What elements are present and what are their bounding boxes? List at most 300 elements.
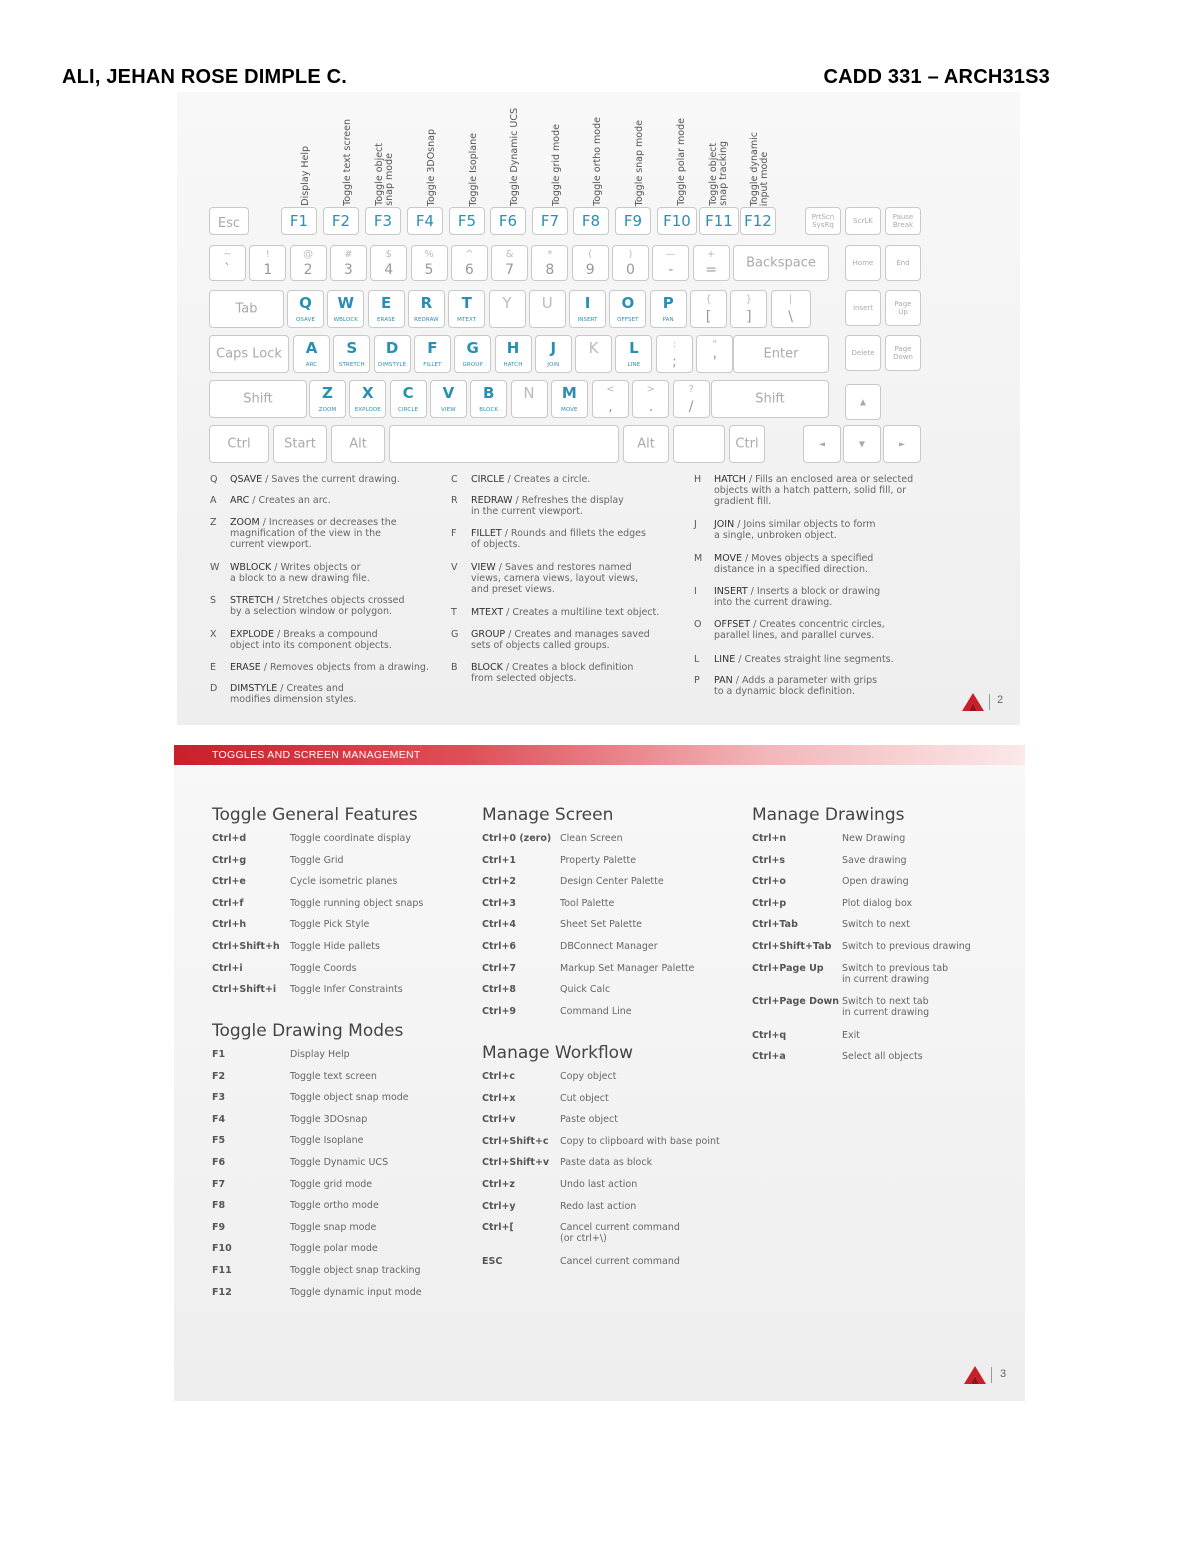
key-letter: K	[588, 339, 599, 357]
key-k[interactable]	[575, 335, 612, 373]
sys-key-pause-break[interactable]	[885, 207, 921, 235]
arrow-down-key[interactable]	[843, 425, 881, 463]
key-letter: R	[420, 294, 433, 312]
shortcut-keys: F1	[212, 1049, 226, 1060]
shortcut-action: Toggle Dynamic UCS	[290, 1157, 389, 1168]
key-a[interactable]	[293, 335, 330, 373]
fkey-caption-text: Toggle text screen	[342, 119, 353, 206]
digit-key-sym[interactable]	[652, 245, 689, 281]
spacebar-key[interactable]	[389, 425, 619, 463]
key-char: ;	[672, 354, 677, 370]
desc-command-name: BLOCK	[471, 662, 503, 673]
fkey-caption-text: Toggle 3DOsnap	[426, 128, 437, 206]
key-h[interactable]	[495, 335, 532, 373]
desc-text	[714, 619, 934, 641]
key-char: 2	[303, 262, 313, 278]
key-i[interactable]	[569, 290, 606, 328]
shortcut-keys: Ctrl+Tab	[752, 919, 798, 931]
shortcut-desc-g	[451, 629, 691, 651]
shortcut-row	[212, 1049, 462, 1060]
key-shift-char: )	[628, 249, 633, 260]
shortcut-keys: Ctrl+3	[482, 897, 517, 909]
logo-divider	[989, 694, 990, 710]
desc-command-name: JOIN	[714, 519, 735, 530]
digit-key-7[interactable]	[491, 245, 528, 281]
sys-key-prtscn-sysrq[interactable]	[805, 207, 841, 235]
shortcut-keys: Ctrl+7	[482, 962, 517, 974]
shortcut-row	[212, 855, 462, 866]
digit-key-9[interactable]	[572, 245, 609, 281]
shortcut-keys: Ctrl+Page Up	[752, 962, 824, 974]
shortcut-row	[752, 1051, 1002, 1062]
shortcut-desc-v	[451, 562, 691, 595]
shortcut-keys: Ctrl+o	[752, 876, 786, 888]
key-g[interactable]	[454, 335, 491, 373]
key-o[interactable]	[609, 290, 646, 328]
shortcut-action: Switch to next tab in current drawing	[842, 996, 930, 1019]
shortcut-row	[482, 855, 732, 866]
key-d[interactable]	[374, 335, 411, 373]
key-shift-char: (	[588, 249, 593, 260]
shortcut-action: Cancel current command	[560, 1255, 680, 1267]
shortcut-desc-x	[210, 629, 440, 651]
shortcut-keys: F11	[212, 1265, 232, 1276]
shortcut-desc-w	[210, 562, 440, 584]
shortcut-desc-c	[451, 474, 691, 485]
desc-command-name: WBLOCK	[230, 562, 272, 573]
shortcut-action: Toggle object snap mode	[290, 1092, 409, 1104]
shortcut-keys: F6	[212, 1157, 226, 1168]
desc-text	[714, 474, 934, 507]
key-char: '	[712, 354, 717, 370]
toggles-screen-management-page	[174, 745, 1025, 1401]
shortcut-action: Plot dialog box	[842, 897, 913, 909]
key-char: \	[788, 309, 793, 325]
key-command: JOIN	[547, 362, 560, 368]
fkey-caption-text: Display Help	[300, 146, 311, 206]
desc-text	[230, 474, 440, 485]
shortcut-desc-l	[694, 654, 934, 665]
digit-key-sym[interactable]	[693, 245, 730, 281]
shortcut-row	[212, 876, 462, 887]
key-punct-2[interactable]	[696, 335, 733, 373]
key-command: DIMSTYLE	[378, 362, 407, 368]
sys-key-label: Pause Break	[892, 213, 914, 229]
key-letter: X	[362, 384, 374, 402]
desc-command-name: STRETCH	[230, 595, 274, 606]
caps-lock-key[interactable]	[209, 335, 289, 373]
desc-command-detail: / Removes objects from a drawing.	[260, 662, 429, 673]
fkey-label: F8	[581, 212, 601, 230]
shortcut-action: Toggle Infer Constraints	[290, 984, 403, 996]
shortcut-action: Switch to previous tab in current drawing	[842, 962, 949, 985]
key-t[interactable]	[448, 290, 485, 328]
key-shift-char: %	[424, 249, 434, 260]
sys-key-label: ScrLK	[853, 217, 873, 225]
key-w[interactable]	[327, 290, 364, 328]
key-char: ]	[746, 309, 752, 325]
digit-key-5[interactable]	[411, 245, 448, 281]
shift-label: Shift	[243, 391, 273, 407]
desc-key-letter: O	[694, 619, 702, 630]
key-sym-3[interactable]	[673, 380, 710, 418]
desc-command-detail: / Saves the current drawing.	[262, 474, 400, 485]
desc-command-name: ARC	[230, 495, 250, 506]
desc-text	[230, 495, 440, 506]
shortcut-row	[212, 1287, 462, 1298]
backspace-label: Backspace	[746, 255, 816, 271]
desc-text	[471, 562, 691, 595]
fkey-caption-1	[287, 98, 311, 206]
desc-key-letter: Q	[210, 474, 218, 485]
desc-text	[714, 519, 934, 541]
key-command: EXPLODE	[354, 407, 381, 413]
key-sym[interactable]	[730, 290, 767, 328]
shortcut-action: DBConnect Manager	[560, 941, 658, 952]
tab-label: Tab	[235, 301, 258, 317]
key-char: 6	[464, 262, 474, 278]
shortcut-keys: F8	[212, 1200, 226, 1212]
desc-text	[230, 595, 440, 617]
arrow-up-key[interactable]	[845, 384, 881, 420]
nav-key-page-up[interactable]	[885, 290, 921, 326]
key-z[interactable]	[309, 380, 346, 418]
shortcut-action: Markup Set Manager Palette	[560, 962, 695, 974]
shortcut-action: Toggle Coords	[290, 962, 357, 974]
desc-text	[230, 562, 440, 584]
autodesk-logo-icon	[961, 692, 985, 712]
shortcut-row	[752, 941, 1002, 952]
key-shift-char: ~	[223, 249, 232, 260]
shortcut-row	[482, 1222, 732, 1244]
desc-key-letter: V	[451, 562, 458, 573]
fkey-2[interactable]	[323, 207, 359, 235]
fkey-9[interactable]	[615, 207, 651, 235]
shortcut-keys: Ctrl+i	[212, 962, 243, 974]
shortcut-row	[482, 919, 732, 930]
nav-key-insert[interactable]	[845, 290, 881, 326]
sys-key-label: PrtScn SysRq	[811, 213, 835, 229]
shortcut-action: Toggle Hide pallets	[290, 941, 380, 952]
shortcut-row	[212, 1157, 462, 1168]
key-command: QSAVE	[295, 317, 316, 323]
desc-command-detail: / Breaks a compound object into its component objects.	[230, 629, 392, 651]
key-letter: F	[427, 339, 438, 357]
left-alt-key[interactable]	[331, 425, 385, 463]
nav-key-label: Page Up	[894, 300, 912, 316]
shortcut-keys: Ctrl+6	[482, 941, 517, 952]
enter-label: Enter	[763, 346, 799, 362]
key-c[interactable]	[390, 380, 427, 418]
desc-command-detail: / Rounds and fillets the edges of objects.	[471, 528, 646, 550]
desc-text	[714, 675, 934, 697]
digit-key-sym[interactable]	[209, 245, 246, 281]
key-char: .	[648, 399, 654, 415]
fkey-caption-8	[579, 98, 603, 206]
key-char: =	[705, 262, 717, 278]
right-shift-key[interactable]	[711, 380, 829, 418]
shortcut-row	[482, 1093, 732, 1104]
desc-command-name: GROUP	[471, 629, 506, 640]
nav-key-label: Delete	[851, 349, 875, 357]
desc-text	[230, 629, 440, 651]
fkey-3[interactable]	[365, 207, 401, 235]
sys-key-scrlk[interactable]	[845, 207, 881, 235]
key-n[interactable]	[511, 380, 548, 418]
desc-command-detail: / Creates a circle.	[504, 474, 591, 485]
shortcut-action: Switch to previous drawing	[842, 941, 971, 952]
fkey-6[interactable]	[490, 207, 526, 235]
shortcut-row	[482, 963, 732, 974]
shortcut-keys: Ctrl+4	[482, 919, 517, 931]
shortcut-row	[482, 941, 732, 952]
fkey-caption-text: Toggle Isoplane	[468, 132, 479, 206]
key-shift-char: ^	[465, 249, 474, 260]
desc-text	[471, 629, 691, 651]
desc-key-letter: B	[451, 662, 458, 673]
fkey-label: F6	[498, 212, 518, 230]
shortcut-row	[752, 919, 1002, 930]
fkey-caption-11	[705, 98, 729, 206]
key-shift-char: —	[665, 249, 676, 260]
fkey-caption-6	[496, 98, 520, 206]
nav-key-home[interactable]	[845, 245, 881, 281]
shortcut-row	[482, 1179, 732, 1190]
digit-key-2[interactable]	[290, 245, 327, 281]
fkey-10[interactable]	[657, 207, 697, 235]
key-letter: S	[346, 339, 358, 357]
key-shift-char: *	[547, 249, 553, 260]
left-shift-key[interactable]	[209, 380, 307, 418]
desc-command-name: OFFSET	[714, 619, 751, 630]
desc-command-name: PAN	[714, 675, 733, 686]
ctrl-label: Ctrl	[735, 436, 759, 452]
fkey-caption-text: Toggle dynamic input mode	[749, 131, 770, 206]
key-sym-2[interactable]	[632, 380, 669, 418]
left-ctrl-key[interactable]	[209, 425, 269, 463]
right-alt-key[interactable]	[623, 425, 669, 463]
desc-command-detail: / Stretches objects crossed by a selection window or polygon.	[230, 595, 405, 617]
fkey-8[interactable]	[573, 207, 609, 235]
desc-key-letter: H	[694, 474, 702, 485]
key-sym[interactable]	[690, 290, 727, 328]
desc-key-letter: I	[694, 586, 697, 597]
page-number: 2	[997, 694, 1004, 706]
fkey-12[interactable]	[740, 207, 776, 235]
fkey-7[interactable]	[532, 207, 568, 235]
key-u[interactable]	[529, 290, 566, 328]
shortcut-row	[482, 1157, 732, 1168]
shortcut-action: Cut object	[560, 1092, 609, 1104]
fkey-4[interactable]	[407, 207, 443, 235]
desc-command-name: EXPLODE	[230, 629, 274, 640]
key-command: INSERT	[577, 317, 598, 323]
desc-command-name: ZOOM	[230, 517, 260, 528]
shortcut-action: Toggle object snap tracking	[290, 1265, 421, 1276]
digit-key-6[interactable]	[451, 245, 488, 281]
key-command: BLOCK	[479, 407, 499, 413]
ctrl-label: Ctrl	[227, 436, 251, 452]
shortcut-action: Toggle snap mode	[290, 1221, 377, 1233]
arrow-up-icon: ▲	[859, 397, 867, 407]
digit-key-1[interactable]	[249, 245, 286, 281]
shortcut-action: Paste object	[560, 1114, 618, 1126]
key-shift-char: |	[788, 294, 793, 305]
key-command: ARC	[305, 362, 318, 368]
shortcut-desc-p	[694, 675, 934, 697]
enter-key[interactable]	[733, 335, 829, 373]
nav-key-label: Home	[852, 259, 874, 267]
key-m[interactable]	[551, 380, 588, 418]
key-q[interactable]	[287, 290, 324, 328]
shortcut-row	[482, 1071, 732, 1082]
shortcut-action: Cycle isometric planes	[290, 876, 398, 888]
shortcut-action: Toggle text screen	[290, 1070, 377, 1082]
desc-key-letter: E	[210, 662, 217, 673]
nav-key-end[interactable]	[885, 245, 921, 281]
nav-key-delete[interactable]	[845, 335, 881, 371]
fkey-label: F2	[331, 212, 351, 230]
arrow-left-key[interactable]	[803, 425, 841, 463]
desc-text	[471, 662, 691, 684]
digit-key-8[interactable]	[531, 245, 568, 281]
backspace-key[interactable]	[733, 245, 829, 281]
arrow-right-icon: ►	[898, 439, 906, 449]
shortcut-row	[752, 1030, 1002, 1041]
key-s[interactable]	[333, 335, 370, 373]
desc-key-letter: A	[210, 495, 217, 506]
shortcut-desc-b	[451, 662, 691, 684]
key-command: GROUP	[462, 362, 483, 368]
logo-divider	[991, 1367, 992, 1383]
key-letter: B	[482, 384, 495, 402]
key-v[interactable]	[430, 380, 467, 418]
fkey-11[interactable]	[699, 207, 739, 235]
desc-key-letter: S	[210, 595, 217, 606]
desc-key-letter: F	[451, 528, 457, 539]
key-letter: G	[466, 339, 479, 357]
shortcut-row	[752, 996, 1002, 1018]
shortcut-action: Toggle ortho mode	[290, 1200, 379, 1212]
section-title-manage-drawings: Manage Drawings	[752, 805, 905, 825]
section-title-toggle-general-features: Toggle General Features	[212, 805, 418, 825]
shortcut-row	[212, 963, 462, 974]
key-sym-1[interactable]	[592, 380, 629, 418]
digit-key-3[interactable]	[330, 245, 367, 281]
key-x[interactable]	[349, 380, 386, 418]
fkey-caption-5	[455, 98, 479, 206]
shortcut-keys: F2	[212, 1070, 226, 1082]
alt-label: Alt	[349, 436, 367, 452]
desc-key-letter: C	[451, 474, 458, 485]
shortcut-keys: Ctrl+z	[482, 1179, 515, 1190]
desc-command-detail: / Fills an enclosed area or selected objects with a hatch pattern, solid fill, or gradient fill.	[714, 474, 914, 507]
key-shift-char: "	[712, 339, 718, 350]
shortcut-keys: F3	[212, 1092, 226, 1104]
key-command: STRETCH	[338, 362, 365, 368]
shortcut-keys: Ctrl+c	[482, 1071, 516, 1082]
key-char: 8	[545, 262, 555, 278]
key-y[interactable]	[489, 290, 526, 328]
key-command: REDRAW	[414, 317, 439, 323]
key-command: CIRCLE	[398, 407, 419, 413]
key-p[interactable]	[650, 290, 687, 328]
shortcut-keys: Ctrl+q	[752, 1029, 787, 1041]
shortcut-desc-m	[694, 553, 934, 575]
blank-key[interactable]	[673, 425, 725, 463]
shortcut-action: Toggle running object snaps	[290, 897, 424, 909]
fkey-5[interactable]	[449, 207, 485, 235]
shortcut-row	[212, 984, 462, 995]
key-letter: I	[584, 294, 591, 312]
shortcut-keys: Ctrl+v	[482, 1114, 516, 1126]
shortcut-keys: Ctrl+[	[482, 1222, 514, 1234]
key-j[interactable]	[535, 335, 572, 373]
key-letter: P	[662, 294, 674, 312]
key-char: /	[688, 399, 694, 415]
key-char: 9	[585, 262, 595, 278]
nav-key-page-down[interactable]	[885, 335, 921, 371]
shortcut-action: Property Palette	[560, 854, 637, 866]
arrow-left-icon: ◄	[818, 439, 826, 449]
desc-text	[230, 517, 440, 550]
esc-key[interactable]	[209, 207, 249, 235]
shortcut-keys: Ctrl+Shift+v	[482, 1157, 550, 1169]
desc-key-letter: X	[210, 629, 217, 640]
desc-command-detail: / Saves and restores named views, camera views, layout views, and preset views.	[471, 562, 639, 595]
key-b[interactable]	[470, 380, 507, 418]
fkey-label: F1	[289, 212, 309, 230]
start-key[interactable]	[273, 425, 327, 463]
desc-key-letter: J	[694, 519, 697, 530]
key-f[interactable]	[414, 335, 451, 373]
shortcut-keys: Ctrl+9	[482, 1005, 517, 1017]
key-shift-char: #	[344, 249, 353, 260]
key-shift-char: $	[385, 249, 392, 260]
shortcut-row	[482, 984, 732, 995]
shortcut-keys: Ctrl+y	[482, 1200, 516, 1212]
desc-text	[471, 474, 691, 485]
fkey-1[interactable]	[281, 207, 317, 235]
shortcut-desc-r	[451, 495, 691, 517]
shortcut-keys: Ctrl+g	[212, 854, 247, 866]
shortcut-action: Command Line	[560, 1005, 632, 1017]
right-ctrl-key[interactable]	[729, 425, 765, 463]
key-letter: Z	[322, 384, 333, 402]
digit-key-0[interactable]	[612, 245, 649, 281]
desc-key-letter: R	[451, 495, 458, 506]
shortcut-row	[482, 1136, 732, 1147]
key-e[interactable]	[368, 290, 405, 328]
digit-key-4[interactable]	[370, 245, 407, 281]
tab-key[interactable]	[209, 290, 284, 328]
desc-command-detail: / Creates and manages saved sets of objects called groups.	[471, 629, 650, 651]
key-r[interactable]	[408, 290, 445, 328]
shortcut-action: Toggle Isoplane	[290, 1135, 364, 1147]
key-punct-1[interactable]	[656, 335, 693, 373]
key-command: ZOOM	[318, 407, 337, 413]
shortcut-row	[212, 1200, 462, 1211]
shortcut-keys: Ctrl+d	[212, 833, 247, 844]
shortcut-row	[212, 833, 462, 844]
desc-command-name: QSAVE	[230, 474, 263, 485]
key-sym[interactable]	[771, 290, 811, 328]
key-shift-char: &	[505, 249, 514, 260]
key-l[interactable]	[615, 335, 652, 373]
key-letter: V	[442, 384, 455, 402]
fkey-caption-text: Toggle object snap mode	[374, 143, 395, 206]
arrow-right-key[interactable]	[883, 425, 921, 463]
